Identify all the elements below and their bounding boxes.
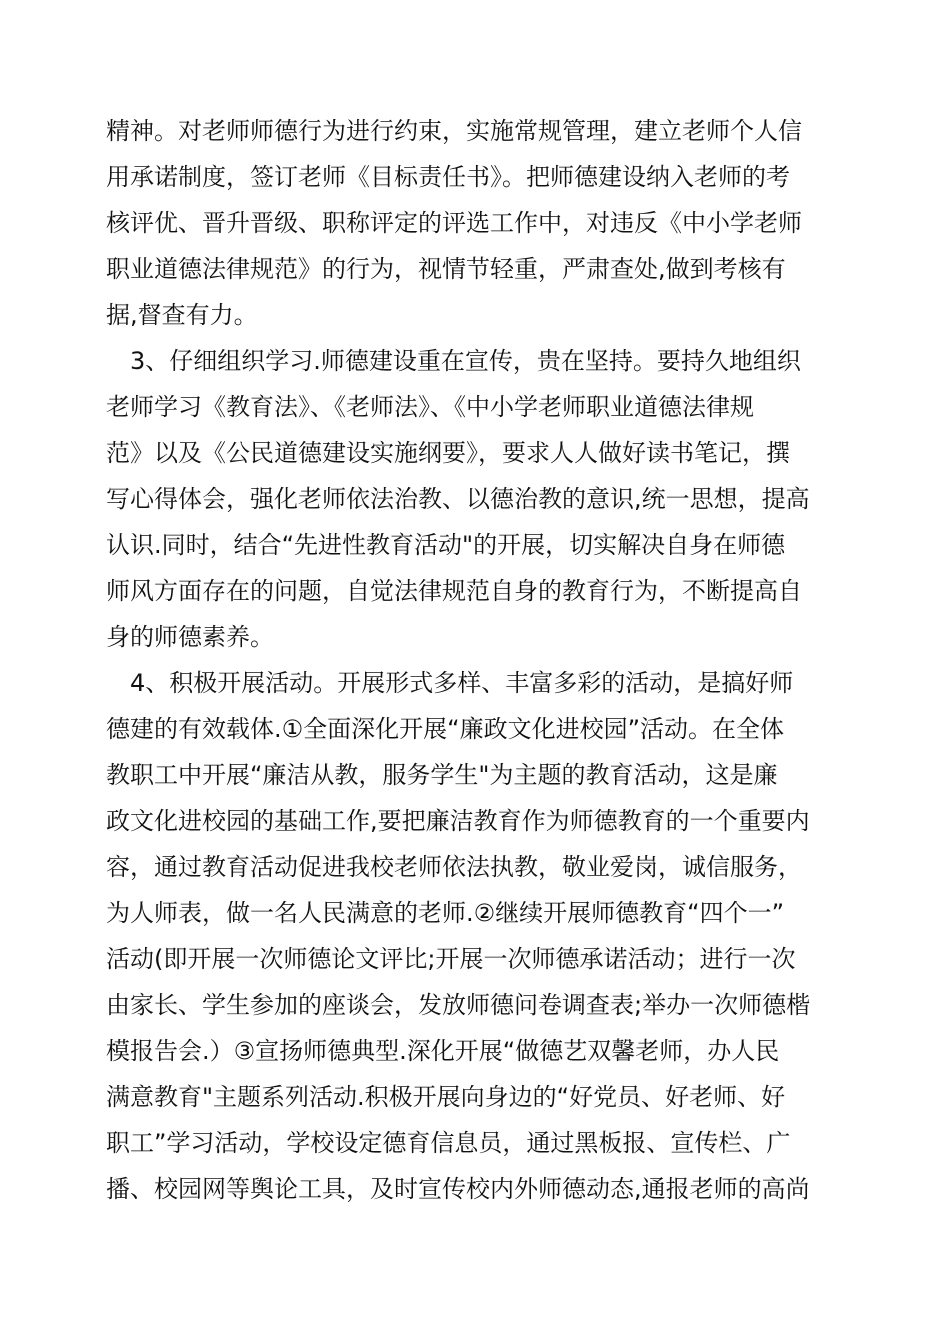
text-line: 为人师表，做一名人民满意的老师.②继续开展师德教育“四个一” [106,899,785,927]
paragraph-3-start-line: 3、仔细组织学习.师德建设重在宣传，贵在坚持。要持久地组织 [130,347,801,375]
text-line: 活动(即开展一次师德论文评比;开展一次师德承诺活动；进行一次 [106,945,796,973]
text-line: 范》以及《公民道德建设实施纲要》，要求人人做好读书笔记，撰 [106,439,790,467]
text-line: 用承诺制度，签订老师《目标责任书》。把师德建设纳入老师的考 [106,163,790,191]
text-line: 由家长、学生参加的座谈会，发放师德问卷调查表;举办一次师德楷 [106,991,811,1019]
text-line: 政文化进校园的基础工作,要把廉洁教育作为师德教育的一个重要内 [106,807,810,835]
text-line: 写心得体会，强化老师依法治教、以德治教的意识,统一思想，提高 [106,485,810,513]
body-text [106,108,850,1212]
text-line: 模报告会.）③宣扬师德典型.深化开展“做德艺双馨老师，办人民 [106,1037,780,1065]
text-line: 职工”学习活动，学校设定德育信息员，通过黑板报、宣传栏、广 [106,1129,791,1157]
text-line: 认识.同时，结合“先进性教育活动"的开展，切实解决自身在师德 [106,531,786,559]
text-line: 播、校园网等舆论工具，及时宣传校内外师德动态,通报老师的高尚 [106,1175,810,1203]
text-line: 据,督查有力。 [106,301,258,329]
text-line: 老师学习《教育法》、《老师法》、《中小学老师职业道德法律规 [106,393,754,421]
text-line: 职业道德法律规范》的行为，视情节轻重，严肃查处,做到考核有 [106,255,786,283]
text-line: 身的师德素养。 [106,623,274,651]
text-line: 容，通过教育活动促进我校老师依法执教，敬业爱岗，诚信服务， [106,853,802,881]
text-line: 满意教育"主题系列活动.积极开展向身边的“好党员、好老师、好 [106,1083,786,1111]
text-line: 师风方面存在的问题，自觉法律规范自身的教育行为，不断提高自 [106,577,802,605]
text-line: 精神。对老师师德行为进行约束，实施常规管理，建立老师个人信 [106,117,802,145]
text-line: 德建的有效载体.①全面深化开展“廉政文化进校园”活动。在全体 [106,715,785,743]
text-line: 教职工中开展“廉洁从教，服务学生"为主题的教育活动，这是廉 [106,761,778,789]
paragraph-4-start-line: 4、积极开展活动。开展形式多样、丰富多彩的活动，是搞好师 [130,669,794,697]
text-line: 核评优、晋升晋级、职称评定的评选工作中，对违反《中小学老师 [106,209,802,237]
